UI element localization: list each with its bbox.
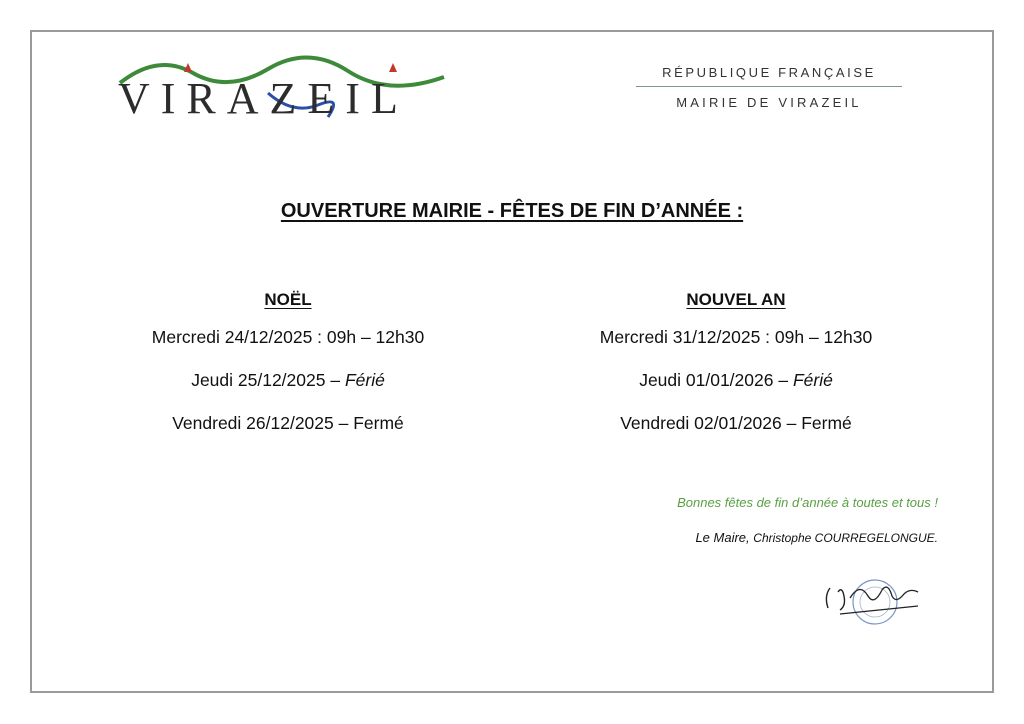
signatory-role: Le Maire, — [695, 530, 750, 545]
signatory-name: Christophe COURREGELONGUE. — [753, 531, 938, 545]
nouvel-an-column — [526, 290, 946, 456]
noel-row-2: Jeudi 25/12/2025 – Férié — [191, 370, 385, 390]
holiday-wish: Bonnes fêtes de fin d’année à toutes et tous ! — [677, 495, 938, 510]
signatory-line — [695, 530, 938, 545]
page-title — [0, 200, 1024, 223]
republique-header — [636, 62, 902, 113]
signature-stamp-image — [820, 570, 930, 630]
nouvel-an-row-2: Jeudi 01/01/2026 – Férié — [639, 370, 833, 390]
noel-column — [78, 290, 498, 456]
nouvel-an-row-3: Vendredi 02/01/2026 – Fermé — [620, 413, 852, 433]
header-divider — [636, 86, 902, 87]
nouvel-an-heading: NOUVEL AN — [686, 290, 786, 309]
virazeil-logo — [118, 55, 448, 130]
mairie-title: MAIRIE DE VIRAZEIL — [676, 95, 862, 110]
noel-heading: NOËL — [264, 290, 312, 309]
noel-row-1: Mercredi 24/12/2025 : 09h – 12h30 — [151, 327, 425, 347]
nouvel-an-row-1: Mercredi 31/12/2025 : 09h – 12h30 — [599, 327, 873, 347]
page-title-text: OUVERTURE MAIRIE - FÊTES DE FIN D’ANNÉE : — [280, 200, 744, 222]
noel-row-3: Vendredi 26/12/2025 – Fermé — [172, 413, 404, 433]
republique-title: RÉPUBLIQUE FRANÇAISE — [662, 65, 876, 80]
logo-text: VIRAZEIL — [118, 74, 409, 123]
